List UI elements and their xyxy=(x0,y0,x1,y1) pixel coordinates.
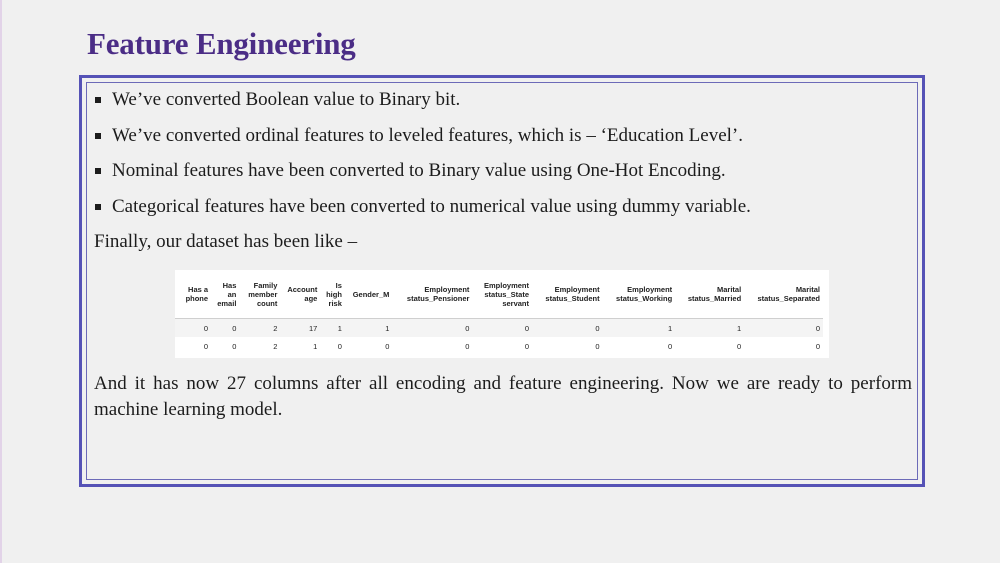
table-cell: 1 xyxy=(603,319,676,338)
bullet-text: We’ve converted Boolean value to Binary bit. xyxy=(112,89,461,110)
table-cell: 0 xyxy=(532,319,603,338)
column-header: Has an email xyxy=(211,270,239,319)
table-cell: 0 xyxy=(595,341,600,351)
table-cell: 1 xyxy=(675,319,744,338)
table-cell: 0 xyxy=(203,341,209,351)
table-cell: 2 xyxy=(273,341,278,351)
square-bullet-icon xyxy=(95,97,101,103)
table-cell: 0 xyxy=(524,341,529,351)
table-row xyxy=(175,319,823,338)
table-row xyxy=(175,337,823,355)
table-cell: 0 xyxy=(385,341,390,351)
column-header: Family member count xyxy=(239,270,280,319)
bullet-text: Nominal features have been converted to Binary value using One-Hot Encoding. xyxy=(112,160,726,181)
table-cell: 0 xyxy=(232,341,237,351)
table-cell: 17 xyxy=(280,319,320,338)
column-header: Employment status_State servant xyxy=(472,270,532,319)
column-header: Employment status_Pensioner xyxy=(392,270,472,319)
table-cell: 0 xyxy=(668,341,673,351)
square-bullet-icon xyxy=(95,133,101,139)
bullet-list xyxy=(94,86,914,228)
slide-title: Feature Engineering xyxy=(87,26,356,61)
table-cell: 0 xyxy=(337,341,342,351)
bullet-item xyxy=(94,193,914,229)
bullet-item xyxy=(94,157,914,193)
column-header: Is high risk xyxy=(320,270,345,319)
bullet-text: Categorical features have been converted to numerical value using dummy variable. xyxy=(112,195,751,217)
square-bullet-icon xyxy=(95,204,101,210)
table-cell: 0 xyxy=(175,319,211,338)
table-cell: 1 xyxy=(313,341,318,351)
finally-text: Finally, our dataset has been like – xyxy=(94,231,358,252)
table-cell: 2 xyxy=(239,319,280,338)
bullet-text: We’ve converted ordinal features to leveled features, which is – ‘Education Level’. xyxy=(112,124,744,146)
table-cell: 0 xyxy=(472,319,532,338)
table-cell: 0 xyxy=(211,319,239,338)
column-header: Account age xyxy=(280,270,320,319)
column-header: Marital status_Married xyxy=(675,270,744,319)
table-cell: 0 xyxy=(737,341,742,351)
dataset-table xyxy=(175,270,823,355)
column-header: Has a phone xyxy=(175,270,211,319)
dataset-table-image xyxy=(175,270,829,358)
table-header-row xyxy=(175,270,823,319)
table-cell: 0 xyxy=(744,319,823,338)
table-cell: 0 xyxy=(392,319,472,338)
table-cell: 0 xyxy=(465,341,470,351)
bullet-item xyxy=(94,122,914,158)
column-header: Employment status_Student xyxy=(532,270,603,319)
bullet-item xyxy=(94,86,914,122)
column-header: Marital status_Separated xyxy=(744,270,823,319)
column-header: Gender_M xyxy=(345,270,393,319)
closing-paragraph: And it has now 27 columns after all encoding and feature engineering. Now we are ready to perform machine learning model. xyxy=(94,373,912,420)
table-cell: 1 xyxy=(320,319,345,338)
column-header: Employment status_Working xyxy=(603,270,676,319)
table-cell: 1 xyxy=(345,319,393,338)
table-cell: 0 xyxy=(815,341,820,351)
square-bullet-icon xyxy=(95,168,101,174)
